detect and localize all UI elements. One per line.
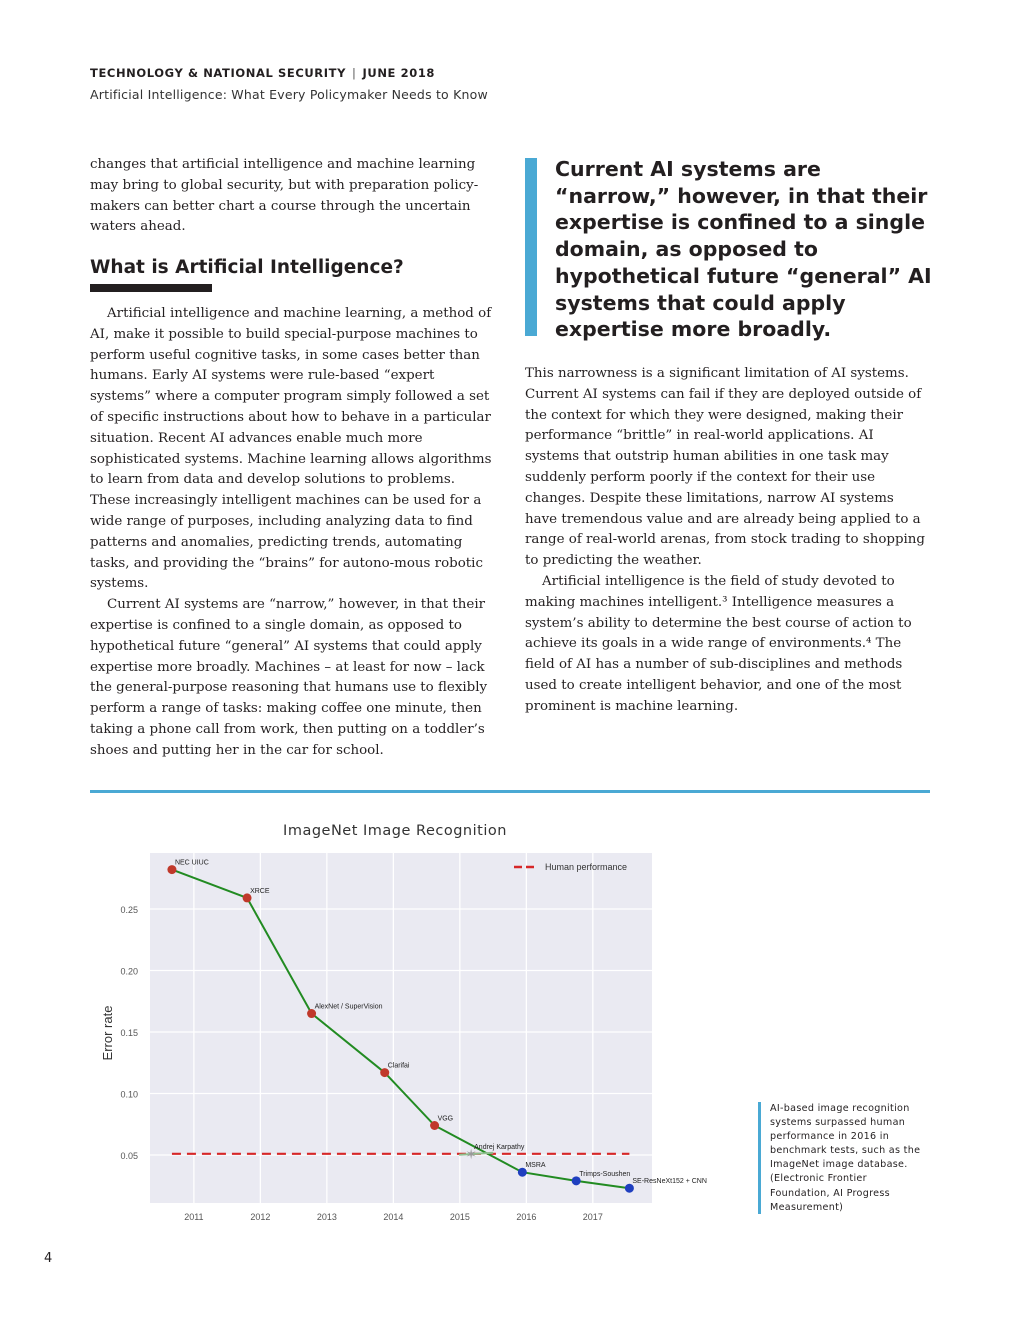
x-tick-label: 2013 <box>316 1212 337 1222</box>
x-tick-label: 2016 <box>516 1212 537 1222</box>
data-point-label: SE-ResNeXt152 + CNN <box>632 1178 707 1186</box>
section-heading: What is Artificial Intelligence? <box>90 257 404 279</box>
header-report-title: Artificial Intelligence: What Every Policymaker Needs to Know <box>90 87 488 102</box>
y-tick-label: 0.20 <box>120 966 138 977</box>
data-point-label: AlexNet / SuperVision <box>314 1003 383 1011</box>
y-tick-label: 0.10 <box>120 1089 138 1100</box>
x-tick-label: 2015 <box>449 1212 470 1222</box>
x-tick-label: 2017 <box>582 1212 603 1222</box>
header-date: JUNE 2018 <box>362 66 436 80</box>
body-paragraph: This narrowness is a significant limitation of AI systems. Current AI systems can fail if they are deployed outside of the context for which they were designed, making their performance “brittle” in real-world applications. AI systems that outstrip human abilities in one task may suddenly perform poorly if the context for their use changes. Despite these limitations, narrow AI systems have tremendous value and are already being applied to a range of real-world arenas, from stock trading to shopping to predicting the weather. <box>525 366 925 569</box>
pullquote-text: Current AI systems are “narrow,” however, in that their expertise is confined to a single domain, as opposed to hypothetical future “general” AI systems that could apply expertise more broadly. <box>555 157 932 342</box>
x-tick-label: 2014 <box>383 1212 404 1222</box>
header-separator: | <box>352 66 357 80</box>
page-number: 4 <box>44 1251 53 1266</box>
data-point-label: NEC UIUC <box>174 859 209 867</box>
data-point-label: VGG <box>437 1115 454 1123</box>
body-paragraph: Artificial intelligence is the field of study devoted to making machines intelligent.³ Intelligence measures a system’s ability to determine the best course of action to achieve its goals in a wide range of environments.⁴ The field of AI has a number of sub-disciplines and methods used to create intelligent behavior, and one of the most prominent is machine learning. <box>525 573 912 714</box>
data-point-label: Clarifai <box>387 1062 410 1070</box>
caption-text: AI-based image recognition systems surpassed human performance in 2016 in benchmark tests, such as the ImageNet image database. (Electronic Frontier Foundation, AI Progress Measurement) <box>770 1103 921 1213</box>
y-tick-label: 0.25 <box>120 904 138 915</box>
human-point-marker: ✶ <box>465 1146 478 1163</box>
legend-label: Human performance <box>545 862 628 872</box>
header-series-name: TECHNOLOGY & NATIONAL SECURITY <box>90 66 347 80</box>
data-point-label: Andrej Karpathy <box>474 1143 525 1151</box>
caption-accent-bar <box>758 1102 761 1214</box>
data-point-label: XRCE <box>250 887 270 895</box>
x-tick-label: 2011 <box>184 1212 204 1222</box>
body-paragraph: Artificial intelligence and machine learning, a method of AI, make it possible to build special-purpose machines to perform useful cognitive tasks, in some cases better than humans. Early AI systems were rule-based “expert systems” where a computer program simply followed a set of specific instructions about how to behave in a particular situation. Recent AI advances enable much more sophisticated systems. Machine learning allows algorithms to learn from data and develop solutions to problems. These increasingly intelligent machines can be used for a wide range of purposes, including analyzing data to find patterns and anomalies, predicting trends, automating tasks, and providing the “brains” for autono-mous robotic systems. <box>90 305 492 592</box>
x-tick-label: 2012 <box>250 1212 271 1222</box>
y-axis-label: Error rate <box>100 1005 115 1061</box>
plot-background <box>150 853 652 1203</box>
y-tick-label: 0.05 <box>120 1151 138 1162</box>
data-point-label: Trimps-Soushen <box>579 1170 631 1178</box>
chart-title: ImageNet Image Recognition <box>283 823 507 839</box>
y-tick-label: 0.15 <box>120 1027 138 1038</box>
intro-paragraph: changes that artificial intelligence and machine learning may bring to global security, but with preparation policy-makers can better chart a course through the uncertain waters ahead. <box>90 157 479 235</box>
body-paragraph: Current AI systems are “narrow,” however, in that their expertise is confined to a single domain, as opposed to hypothetical future “general” AI systems that could apply expertise more broadly. Machines – at least for now – lack the general-purpose reasoning that humans use to flexibly perform a range of tasks: making coffee one minute, then taking a phone call from work, then putting on a toddler’s shoes and putting her in the car for school. <box>90 597 488 758</box>
data-point-label: MSRA <box>525 1162 546 1170</box>
